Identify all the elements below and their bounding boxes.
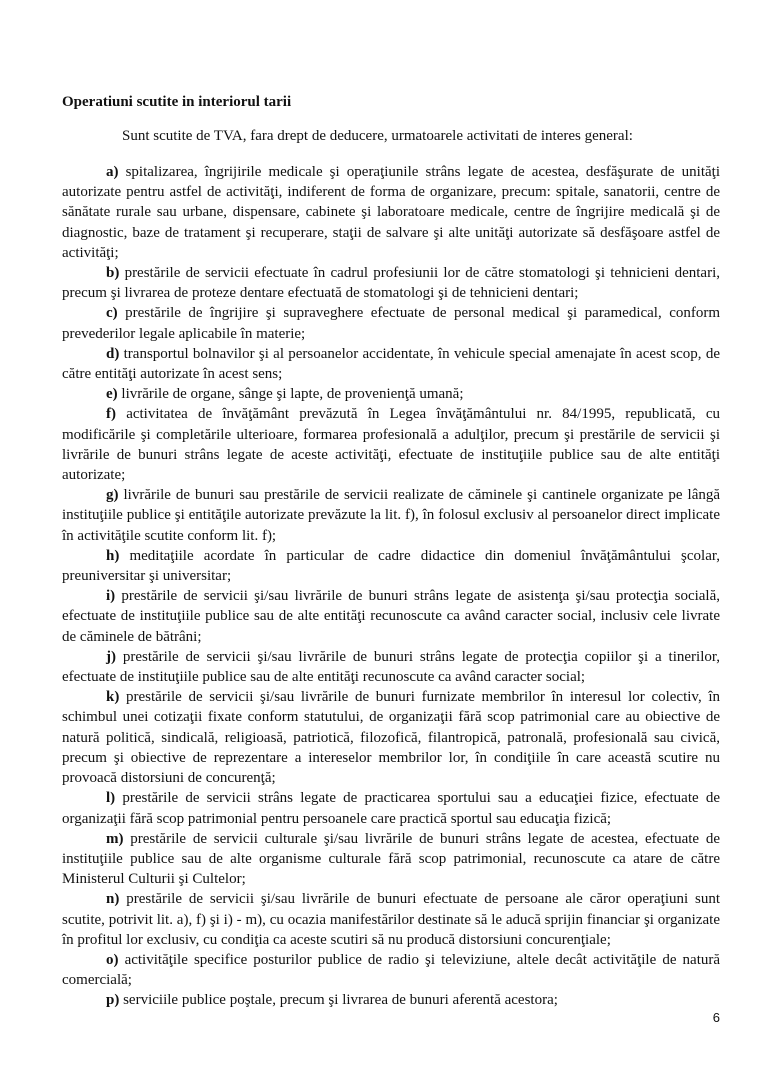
item-letter: n) <box>106 891 120 908</box>
item-text: prestările de servicii strâns legate de practicarea sportului sau a educaţiei fizice, efectuate de organizaţii fără scop patrimonial pentru persoanele care practică sportul sau educaţia fizică; <box>62 790 721 827</box>
list-item <box>62 788 720 828</box>
item-letter: d) <box>106 345 120 362</box>
item-letter: e) <box>106 386 118 403</box>
item-letter: m) <box>106 830 124 847</box>
document-body <box>62 92 720 1011</box>
item-letter: g) <box>106 487 119 504</box>
item-text: serviciile publice poştale, precum şi livrarea de bunuri aferentă acestora; <box>123 992 558 1009</box>
item-letter: k) <box>106 689 120 706</box>
list-item <box>62 586 720 647</box>
item-letter: f) <box>106 406 116 423</box>
item-text: spitalizarea, îngrijirile medicale şi operaţiunile strâns legate de acestea, desfăşurate de unităţi autorizate pentru astfel de activităţi, indiferent de forma de organizare, precum: spitale, sanatorii, centre de sănătate rurale sau urbane, dispensare, cabinete şi laboratoare medicale, centre de îngrijire medicală şi de diagnostic, baze de tratament şi recuperare, staţii de salvare şi alte unităţi autorizate să desfăşoare astfel de activităţi; <box>62 164 720 261</box>
list-item <box>62 687 720 788</box>
list-item <box>62 162 720 263</box>
list-item <box>62 485 720 546</box>
item-letter: c) <box>106 305 118 322</box>
item-letter: b) <box>106 265 120 282</box>
item-text: prestările de servicii efectuate în cadrul profesiunii lor de către stomatologi şi tehnicieni dentari, precum şi livrarea de proteze dentare efectuată de stomatologi şi de tehnicieni dentari; <box>62 265 720 302</box>
item-letter: o) <box>106 951 119 968</box>
item-text: livrările de bunuri sau prestările de servicii realizate de căminele şi cantinele organizate pe lângă instituţiile publice şi entităţile autorizate prevăzute la lit. f), în folosul exclusiv al persoanelor direct implicate în activităţile scutite conform lit. f); <box>62 487 721 544</box>
list-item <box>62 990 720 1010</box>
list-item <box>62 950 720 990</box>
list-item <box>62 829 720 890</box>
item-text: activităţile specifice posturilor publice de radio şi televiziune, altele decât activităţile de natură comercială; <box>62 951 721 989</box>
item-text: livrările de organe, sânge şi lapte, de provenienţă umană; <box>121 386 464 403</box>
list-item <box>62 263 720 303</box>
item-letter: j) <box>106 648 116 665</box>
list-item <box>62 344 720 384</box>
item-letter: i) <box>106 588 116 605</box>
item-letter: a) <box>106 164 119 180</box>
list-item <box>62 303 720 343</box>
page-number: 6 <box>712 1010 720 1025</box>
item-letter: l) <box>106 790 116 807</box>
item-text: prestările de servicii culturale şi/sau livrările de bunuri strâns legate de acestea, efectuate de instituţiile publice sau de alte organisme culturale fără scop patrimonial, recunoscute ca atare de către Ministerul Culturii şi Cultelor; <box>62 830 721 888</box>
item-text: prestările de servicii şi/sau livrările de bunuri strâns legate de protecţia copiilor şi a tinerilor, efectuate de instituţiile publice sau de alte entităţi recunoscute ca având caracter social; <box>62 648 721 686</box>
list-item <box>62 546 720 586</box>
item-letter: p) <box>106 992 120 1009</box>
item-letter: h) <box>106 547 120 564</box>
item-text: meditaţiile acordate în particular de cadre didactice din domeniul învăţământului şcolar, preuniversitar şi universitar; <box>62 547 721 585</box>
item-text: transportul bolnavilor şi al persoanelor accidentate, în vehicule special amenajate în acest scop, de către entităţi autorizate în acest sens; <box>62 345 720 383</box>
item-text: prestările de servicii şi/sau livrările de bunuri furnizate membrilor în interesul lor colectiv, în schimbul unei cotizaţii fixate conform statutului, de organizaţii fără scop patrimonial care au obiective de natură politică, sindicală, religioasă, patriotică, filozofică, filantropică, patronală, profesională sau civică, precum şi obiective de reprezentare a intereselor membrilor lor, în condiţiile în care această scutire nu provoacă distorsiuni de concurenţă; <box>62 689 721 787</box>
item-text: prestările de servicii şi/sau livrările de bunuri efectuate de persoane ale căror operaţiuni sunt scutite, potrivit lit. a), f) şi i) - m), cu ocazia manifestărilor destinate să le aducă sprijin financiar şi organizate în profitul lor exclusiv, cu condiţia ca aceste scutiri să nu producă distorsiuni concurenţiale; <box>62 891 721 948</box>
list-item <box>62 647 720 687</box>
list-item <box>62 384 720 404</box>
item-text: activitatea de învăţământ prevăzută în Legea învăţământului nr. 84/1995, republicată, cu modificările şi completările ulterioare, formarea profesională a adulţilor, precum şi prestările de servicii şi livrările de bunuri strâns legate de aceste activităţi, efectuate de instituţiile publice sau de alte entităţi autorizate; <box>62 406 721 484</box>
list-item <box>62 889 720 950</box>
item-text: prestările de îngrijire şi supraveghere efectuate de personal medical şi paramedical, conform prevederilor legale aplicabile în materie; <box>62 305 721 342</box>
intro-paragraph: Sunt scutite de TVA, fara drept de deducere, urmatoarele activitati de interes general: <box>122 128 633 144</box>
section-heading: Operatiuni scutite in interiorul tarii <box>62 94 292 110</box>
list-item <box>62 404 720 485</box>
exemption-list <box>62 162 720 1011</box>
item-text: prestările de servicii şi/sau livrările de bunuri strâns legate de asistenţa şi/sau protecţia socială, efectuate de instituţiile publice sau de alte entităţi recunoscute ca având caracter social, inclusiv cele livrate de căminele de bătrâni; <box>62 588 720 645</box>
